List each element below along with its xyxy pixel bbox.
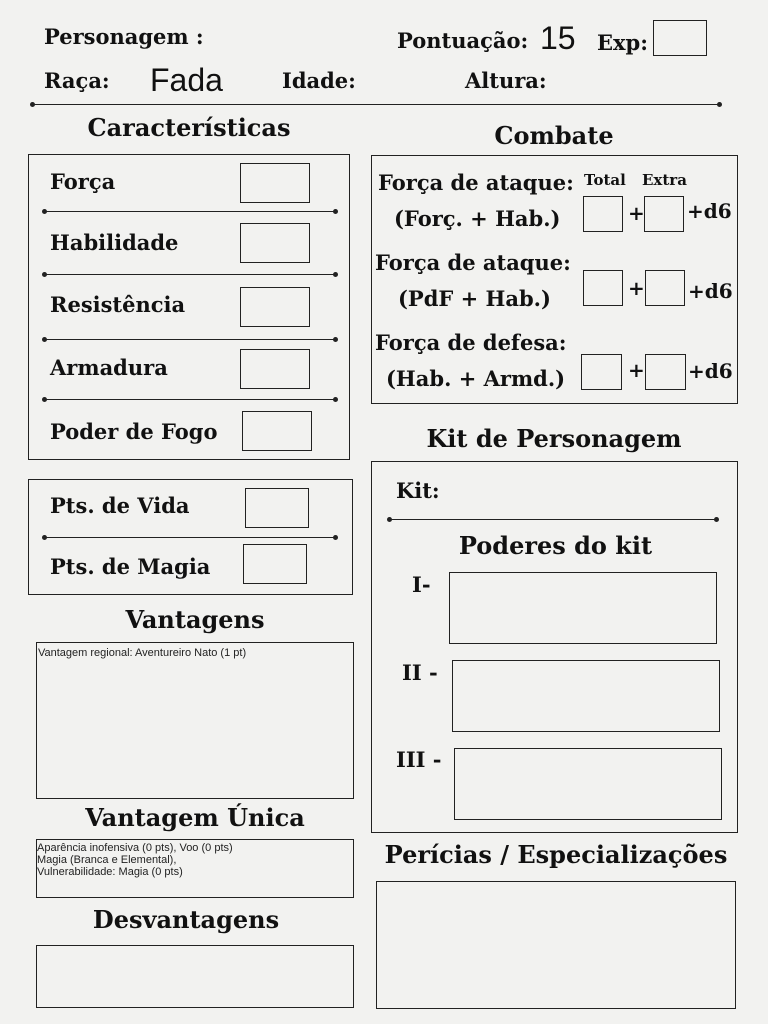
poder-1-field[interactable] (449, 572, 717, 644)
armadura-field[interactable] (240, 349, 310, 389)
plus-sign: + (628, 358, 645, 382)
ataque-pdf-line2: (PdF + Hab.) (398, 286, 551, 311)
poder-3-field[interactable] (454, 748, 722, 820)
vantagens-title: Vantagens (125, 605, 265, 634)
defesa-total[interactable] (581, 354, 622, 390)
personagem-label: Personagem : (44, 24, 204, 49)
ataque-pdf-extra[interactable] (645, 270, 685, 306)
resistencia-label: Resistência (50, 292, 186, 317)
poder-2-field[interactable] (452, 660, 720, 732)
d6-label: +d6 (687, 199, 732, 223)
vantagens-field[interactable] (36, 642, 354, 799)
raca-label: Raça: (44, 68, 110, 93)
pontos-panel (28, 479, 353, 595)
desvantagens-field[interactable] (36, 945, 354, 1008)
raca-value: Fada (150, 62, 223, 98)
pts-vida-label: Pts. de Vida (50, 493, 190, 518)
pericias-field[interactable] (376, 881, 736, 1009)
forca-label: Força (50, 169, 116, 194)
pontuacao-label: Pontuação: (397, 28, 529, 53)
vantagem-unica-content: Aparência inofensiva (0 pts), Voo (0 pts) Magia (Branca e Elemental), Vulnerabilidade: Magia (0 pts) (37, 842, 233, 878)
idade-label: Idade: (282, 68, 356, 93)
ataque-forca-extra[interactable] (644, 196, 684, 232)
poder-de-fogo-field[interactable] (242, 411, 312, 451)
d6-label: +d6 (688, 279, 733, 303)
combate-title: Combate (494, 121, 614, 150)
extra-header: Extra (642, 171, 687, 189)
total-header: Total (584, 171, 626, 189)
pts-magia-field[interactable] (243, 544, 307, 584)
exp-label: Exp: (597, 30, 648, 55)
ataque-pdf-line1: Força de ataque: (375, 250, 571, 275)
poder-de-fogo-label: Poder de Fogo (50, 419, 218, 444)
poder-1-number: I- (412, 572, 431, 597)
kit-panel (371, 461, 738, 833)
resistencia-field[interactable] (240, 287, 310, 327)
armadura-label: Armadura (50, 355, 168, 380)
divider (45, 274, 335, 275)
pts-magia-label: Pts. de Magia (50, 554, 211, 579)
d6-label: +d6 (688, 359, 733, 383)
ataque-forca-line1: Força de ataque: (378, 170, 574, 195)
exp-field[interactable] (653, 20, 707, 56)
plus-sign: + (628, 276, 645, 300)
vantagem-unica-field[interactable] (36, 839, 354, 898)
combate-panel (371, 155, 738, 404)
vantagem-unica-title: Vantagem Única (85, 803, 305, 832)
plus-sign: + (628, 201, 645, 225)
poderes-title: Poderes do kit (458, 531, 653, 560)
vantagens-content: Vantagem regional: Aventureiro Nato (1 pt) (38, 647, 247, 659)
altura-label: Altura: (465, 68, 547, 93)
kit-divider (390, 519, 716, 520)
poder-2-number: II - (402, 660, 438, 685)
caracteristicas-panel (28, 154, 350, 460)
divider (45, 339, 335, 340)
poder-3-number: III - (396, 747, 442, 772)
kit-title: Kit de Personagem (426, 424, 682, 453)
ataque-forca-total[interactable] (583, 196, 623, 232)
header-divider (33, 104, 719, 105)
habilidade-field[interactable] (240, 223, 310, 263)
defesa-line1: Força de defesa: (375, 330, 567, 355)
forca-field[interactable] (240, 163, 310, 203)
kit-label: Kit: (396, 478, 440, 503)
ataque-pdf-total[interactable] (583, 270, 623, 306)
defesa-line2: (Hab. + Armd.) (386, 366, 566, 391)
desvantagens-title: Desvantagens (92, 905, 280, 934)
defesa-extra[interactable] (645, 354, 686, 390)
divider (45, 537, 335, 538)
pts-vida-field[interactable] (245, 488, 309, 528)
ataque-forca-line2: (Forç. + Hab.) (394, 206, 561, 231)
divider (45, 211, 335, 212)
habilidade-label: Habilidade (50, 230, 179, 255)
caracteristicas-title: Características (87, 113, 291, 142)
pericias-title: Perícias / Especializações (384, 840, 728, 869)
divider (45, 399, 335, 400)
pontuacao-value: 15 (540, 20, 576, 56)
